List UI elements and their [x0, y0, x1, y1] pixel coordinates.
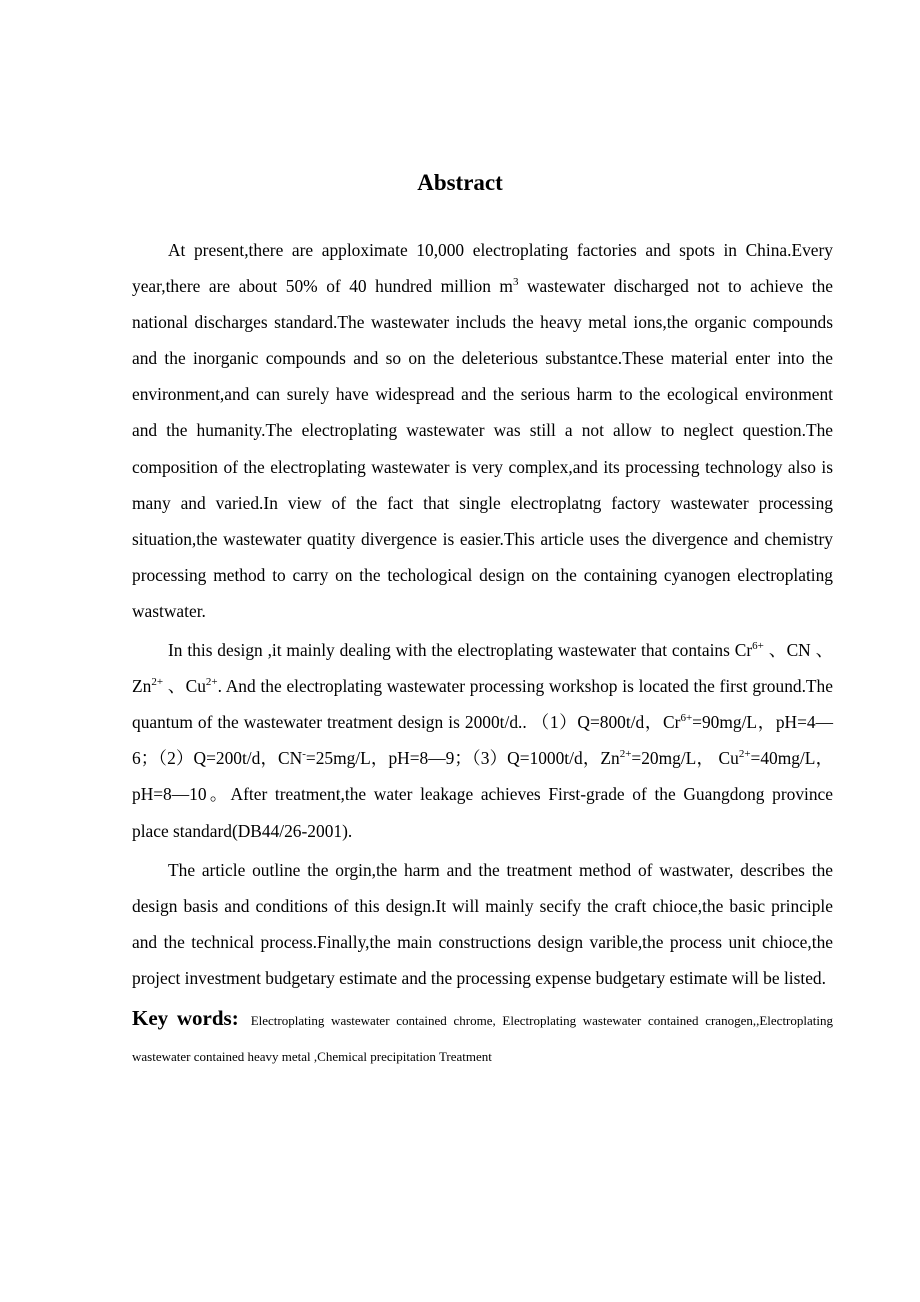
superscript: 2+ [205, 676, 218, 689]
paragraph-2-text: =20mg/L， Cu [631, 748, 739, 769]
paragraph-2-text: In this design ,it mainly dealing with the electroplating wastewater that contains Cr [168, 640, 753, 661]
superscript: 2+ [151, 676, 164, 689]
superscript: 2+ [619, 748, 632, 761]
paragraph-1-text-a: At present,there are apploximate 10,000 electroplating factories and spots in China.Every year,there are about 50% of 40 hundred million m [132, 240, 833, 297]
paragraph-2 [132, 632, 833, 849]
keywords [132, 1000, 833, 1075]
abstract-body [132, 232, 833, 1075]
superscript: - [302, 748, 306, 761]
superscript: 6+ [752, 640, 764, 653]
superscript: 6+ [680, 712, 693, 725]
paragraph-1 [132, 232, 833, 629]
paragraph-2-text: =25mg/L，pH=8—9；（3）Q=1000t/d，Zn [305, 748, 620, 769]
page-title: Abstract [417, 170, 503, 195]
paragraph-2-text: =90mg/L，pH=4—6；（2）Q=200t/d，CN [132, 712, 833, 769]
paragraph-1-text-b: wastewater discharged not to achieve the national discharges standard.The wastewater includs the heavy metal ions,the organic compounds and the inorganic compounds and so on the deleterious substantce.These material enter into the environment,and can surely have widespread and the serious harm to the ecological environment and the humanity.The electroplating wastewater was still a not allow to neglect question.The composition of the electroplating wastewater is very complex,and its processing technology also is many and varied.In view of the fact that single electroplatng factory wastewater processing situation,the wastewater quatity divergence is easier.This article uses the divergence and chemistry processing method to carry on the techological design on the containing cyanogen electroplating wastwater. [132, 276, 833, 621]
superscript: 3 [512, 276, 519, 289]
superscript: 2+ [738, 748, 751, 761]
keywords-label: Key words: [132, 1005, 239, 1030]
paragraph-2-text: 、CN 、Zn [132, 640, 833, 697]
paragraph-2-text: . And the electroplating wastewater processing workshop is located the first ground.The quantum of the wastewater treatment design is 2000t/d.. （1）Q=800t/d，Cr [132, 676, 833, 733]
paragraph-2-text: =40mg/L， pH=8—10。After treatment,the water leakage achieves First-grade of the Guangdong province place standard(DB44/26-2001). [132, 748, 833, 841]
paragraph-2-text: 、Cu [163, 676, 206, 697]
paragraph-3: The article outline the orgin,the harm and the treatment method of wastwater, describes the design basis and conditions of this design.It will mainly secify the craft chioce,the basic principle and the technical process.Finally,the main constructions design varible,the process unit chioce,the project investment budgetary estimate and the processing expense budgetary estimate will be listed. [132, 859, 833, 988]
keywords-text: Electroplating wastewater contained chrome, Electroplating wastewater contained cranogen,,Electroplating wastewater contained heavy metal ,Chemical precipitation Treatment [132, 1012, 833, 1064]
